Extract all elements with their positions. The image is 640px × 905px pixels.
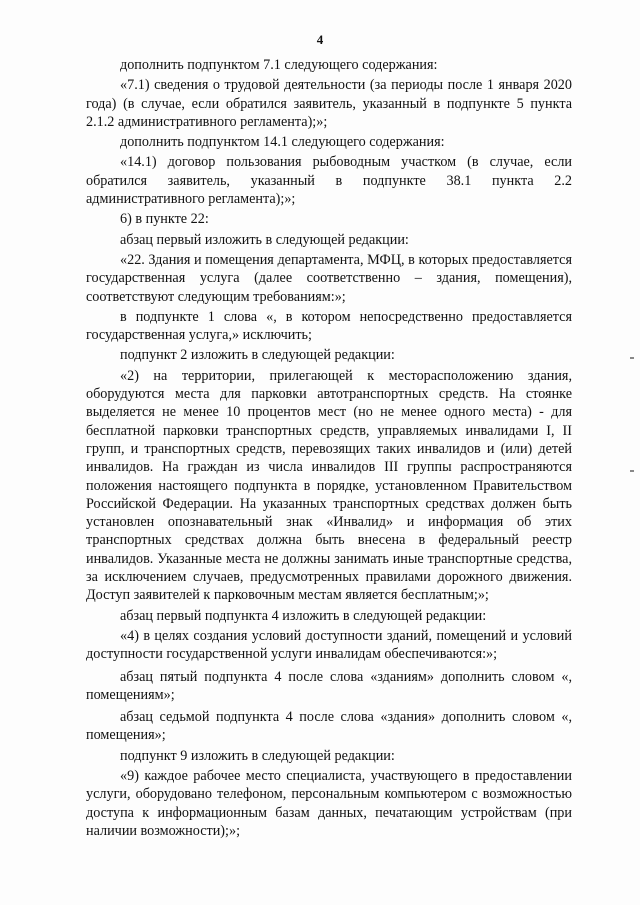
paragraph: 6) в пункте 22: [120,211,209,228]
paragraph: «22. Здания и помещения департамента, МФЦ, в которых предоставляется государственная услуга (далее соответственно – здания, помещения), соответствуют следующим требованиям:»; [86,251,572,305]
paragraph: абзац седьмой подпункта 4 после слова «здания» дополнить словом «, помещения»; [86,709,572,744]
paragraph: дополнить подпунктом 14.1 следующего содержания: [120,134,445,151]
paragraph: абзац первый изложить в следующей редакции: [120,231,409,248]
paragraph: подпункт 2 изложить в следующей редакции: [120,347,395,364]
paragraph: «9) каждое рабочее место специалиста, участвующего в предоставлении услуги, оборудовано телефоном, персональным компьютером с возможностью доступа к информационным базам данных, печатающим устройствам (при наличии возможности);»; [86,767,572,839]
paragraph: «2) на территории, прилегающей к месторасположению здания, оборудуются места для парковки автотранспортных средств. На стоянке выделяется не менее 10 процентов мест (но не менее одного места) - для бесплатной парковки транспортных средств, управляемых инвалидами I, II групп, и транспортных средств, перевозящих таких инвалидов и (или) детей инвалидов. На граждан из числа инвалидов III группы распространяются положения настоящего подпункта в порядке, установленном Правительством Российской Федерации. На указанных транспортных средствах должен быть установлен опознавательный знак «Инвалид» и информация об этих транспортных средствах должна быть внесена в федеральный реестр инвалидов. Указанные места не должны занимать иные транспортные средства, за исключением случаев, предусмотренных правилами дорожного движения. Доступ заявителей к парковочным местам является бесплатным;»; [86,367,572,604]
paragraph: дополнить подпунктом 7.1 следующего содержания: [120,57,438,73]
paragraph: абзац пятый подпункта 4 после слова «зданиям» дополнить словом «, помещениям»; [86,668,572,703]
paragraph: подпункт 9 изложить в следующей редакции: [120,747,395,764]
scan-edge-mark [630,357,634,359]
document-body [86,56,572,840]
paragraph: «7.1) сведения о трудовой деятельности (за периоды после 1 января 2020 года) (в случае, если обратился заявитель, указанный в подпункте 5 пункта 2.1.2 административного регламента);»; [86,77,572,130]
paragraph: «14.1) договор пользования рыбоводным участком (в случае, если обратился заявитель, указанный в подпункте 38.1 пункта 2.2 административного регламента);»; [86,154,572,208]
paragraph: в подпункте 1 слова «, в котором непосредственно предоставляется государственная услуга,» исключить; [86,308,572,344]
paragraph: абзац первый подпункта 4 изложить в следующей редакции: [120,607,487,624]
scan-edge-mark [630,470,634,472]
page-number: 4 [316,32,324,47]
paragraph: «4) в целях создания условий доступности зданий, помещений и условий доступности государственной услуги инвалидам обеспечиваются:»; [86,627,572,663]
